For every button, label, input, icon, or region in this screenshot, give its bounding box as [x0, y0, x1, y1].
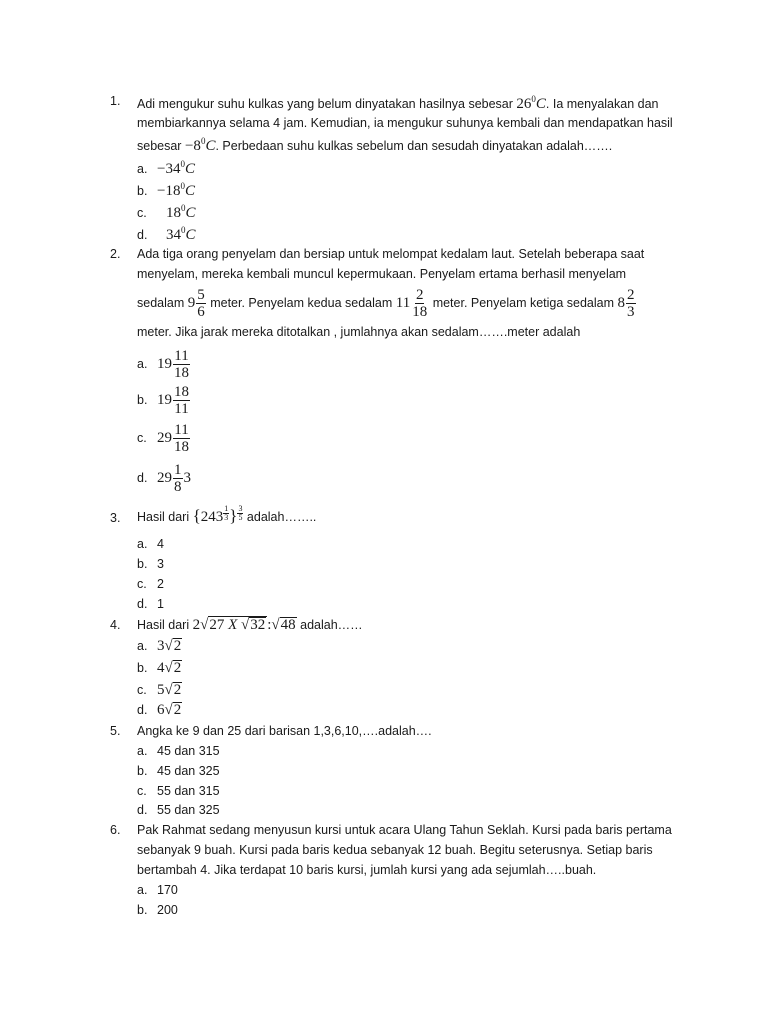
question-number: 6. [110, 823, 121, 837]
answer-option[interactable]: a. $-34^0C$ [137, 159, 195, 177]
answer-option[interactable]: b. $-18^0C$ [137, 181, 195, 199]
radical: 2 [173, 702, 182, 718]
fraction: $\frac{2}{3}$ [627, 287, 635, 320]
answer-option[interactable]: a. 19 $\frac{11}{18}$ [137, 348, 189, 381]
question-text-line: Adi mengukur suhu kulkas yang belum dinyatakan hasilnya sebesar $26^0C$. Ia menyalakan dan [137, 94, 659, 112]
fraction: $\frac{11}{18}$ [174, 422, 189, 455]
answer-option[interactable]: a. 45 dan 315 [137, 744, 220, 758]
question-text-line: Hasil dari {243 $\frac{1}{3}$ } $\frac{3}{5}$ adalah…….. [137, 504, 317, 525]
question-text-line: Pak Rahmat sedang menyusun kursi untuk acara Ulang Tahun Seklah. Kursi pada baris pertama [137, 823, 672, 837]
question-number: 3. [110, 511, 121, 525]
question-text-line: sebanyak 9 buah. Kursi pada baris kedua sebanyak 12 buah. Begitu seterusnya. Setiap baris [137, 843, 653, 857]
answer-option[interactable]: d. 55 dan 325 [137, 803, 220, 817]
answer-option[interactable]: c. 5√2 [137, 682, 182, 698]
radical: 48 [280, 617, 296, 633]
question-text-line: Hasil dari 2√27 X √32 :√48 adalah…… [137, 617, 363, 633]
radical: 2 [173, 682, 182, 698]
question-text-line: bertambah 4. Jika terdapat 10 baris kursi, jumlah kursi yang ada sejumlah…..buah. [137, 863, 597, 877]
answer-option[interactable]: b. 4√2 [137, 660, 182, 676]
fraction: $\frac{1}{8}$ [174, 462, 182, 495]
question-text-line: sedalam 9 $\frac{5}{6}$ meter. Penyelam kedua sedalam 11 $\frac{2}{18}$ meter. Penyelam ketiga sedalam 8 $\frac{2}{3}$ [137, 287, 635, 320]
answer-option[interactable]: c. 29 $\frac{11}{18}$ [137, 422, 189, 455]
fraction: $\frac{5}{6}$ [197, 287, 205, 320]
question-text-line: membiarkannya selama 4 jam. Kemudian, ia mengukur suhunya kembali dan mendapatkan hasil [137, 116, 673, 130]
answer-option[interactable]: d. $34^0C$ [137, 225, 196, 243]
question-number: 2. [110, 247, 121, 261]
fraction: $\frac{18}{11}$ [174, 384, 189, 417]
answer-option[interactable]: d. 6√2 [137, 702, 182, 718]
answer-option[interactable]: d. 29 $\frac{1}{8}$ 3 [137, 462, 191, 495]
question-number: 4. [110, 618, 121, 632]
answer-option[interactable]: c. 2 [137, 577, 164, 591]
question-text-line: Ada tiga orang penyelam dan bersiap untuk melompat kedalam laut. Setelah beberapa saat [137, 247, 645, 261]
answer-option[interactable]: b. 19 $\frac{18}{11}$ [137, 384, 189, 417]
fraction: $\frac{2}{18}$ [412, 287, 428, 320]
answer-option[interactable]: b. 200 [137, 903, 178, 917]
answer-option[interactable]: b. 45 dan 325 [137, 764, 220, 778]
radical: 27 X √32 [209, 617, 266, 633]
question-text-line: Angka ke 9 dan 25 dari barisan 1,3,6,10,….adalah…. [137, 724, 432, 738]
question-text-line: sebesar $-8^0C$. Perbedaan suhu kulkas sebelum dan sesudah dinyatakan adalah……. [137, 136, 613, 154]
answer-option[interactable]: a. 170 [137, 883, 178, 897]
answer-option[interactable]: b. 3 [137, 557, 164, 571]
exponent-fraction: $\frac{1}{3}$ [224, 504, 229, 522]
question-number: 1. [110, 94, 121, 108]
exponent-fraction: $\frac{3}{5}$ [238, 504, 243, 522]
answer-option[interactable]: c. 55 dan 315 [137, 784, 220, 798]
answer-option[interactable]: d. 1 [137, 597, 164, 611]
question-number: 5. [110, 724, 121, 738]
answer-option[interactable]: c. $18^0C$ [137, 203, 196, 221]
answer-option[interactable]: a. 3√2 [137, 638, 182, 654]
answer-option[interactable]: a. 4 [137, 537, 164, 551]
question-text-line: menyelam, mereka kembali muncul kepermukaan. Penyelam ertama berhasil menyelam [137, 267, 627, 281]
radical: 2 [173, 660, 182, 676]
radical: 2 [173, 638, 182, 654]
question-text-line: meter. Jika jarak mereka ditotalkan , jumlahnya akan sedalam…….meter adalah [137, 325, 581, 339]
fraction: $\frac{11}{18}$ [174, 348, 189, 381]
